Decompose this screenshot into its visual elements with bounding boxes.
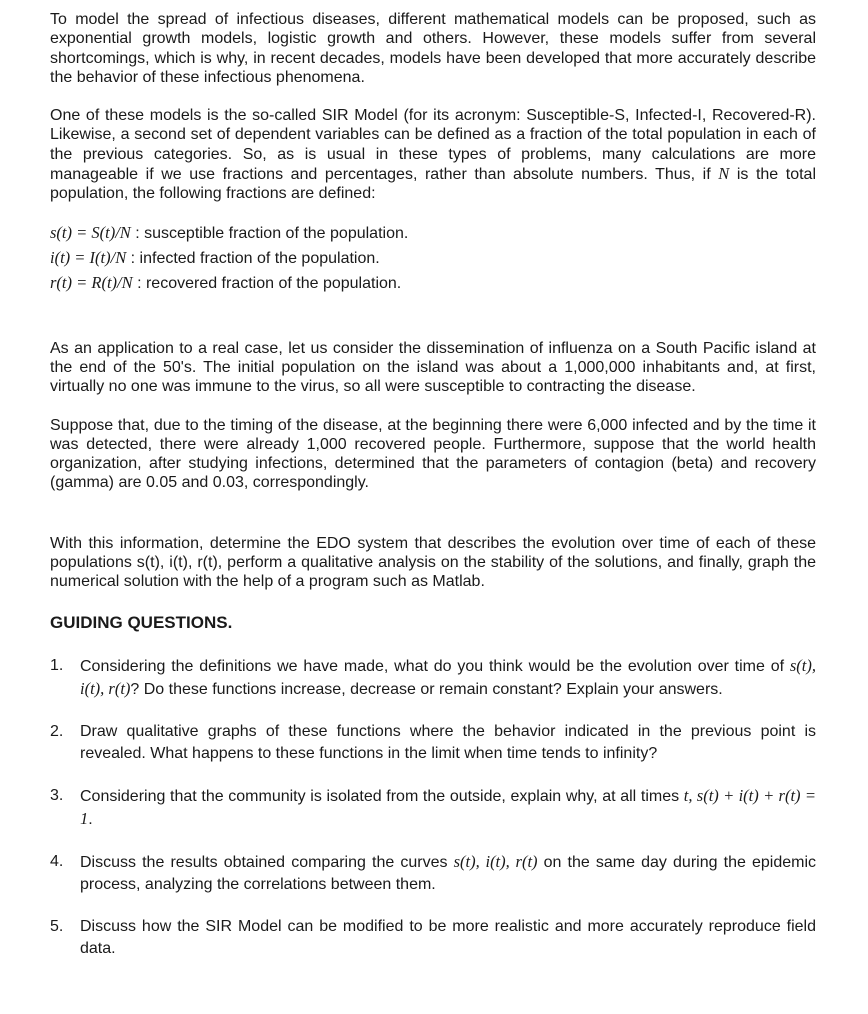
definition-description: : infected fraction of the population.	[126, 249, 380, 267]
question-item	[50, 785, 816, 831]
question-text-end: ? Do these functions increase, decrease or remain constant? Explain your answers.	[130, 680, 723, 698]
guiding-questions-heading: GUIDING QUESTIONS.	[50, 612, 233, 632]
intro-paragraph: To model the spread of infectious diseases, different mathematical models can be proposed, such as exponential growth models, logistic growth and others. However, these models suffer from several shortcomings, which is why, in recent decades, models have been developed that more accurately describe the behavior of these infectious phenomena.	[50, 11, 816, 86]
question-text-end: on the same day during the epidemic process, analyzing the correlations between them.	[80, 853, 816, 893]
question-text: Discuss how the SIR Model can be modified to be more realistic and more accurately reproduce field data.	[80, 917, 816, 957]
definition-infected	[50, 246, 816, 271]
application-paragraph: As an application to a real case, let us consider the dissemination of influenza on a South Pacific island at the end of the 50's. The initial population on the island was about a 1,000,000 inhabitants and, at first, virtually no one was immune to the virus, so all were susceptible to contracting the disease.	[50, 339, 816, 396]
definition-formula: i(t) = I(t)/N	[50, 247, 127, 267]
task-paragraph: With this information, determine the EDO system that describes the evolution over time of each of these populations s(t), i(t), r(t), perform a qualitative analysis on the stability of the solutions, and finally, graph the numerical solution with the help of a program such as Matlab.	[50, 534, 816, 591]
definition-description: : recovered fraction of the population.	[132, 274, 402, 292]
question-text: Considering the definitions we have made, what do you think would be the evolution over time of	[80, 657, 790, 675]
question-math: s(t), i(t), r(t)	[453, 851, 538, 871]
question-item	[50, 916, 816, 960]
question-text-end: .	[88, 810, 93, 828]
questions-list	[50, 655, 816, 960]
question-text: Considering that the community is isolated from the outside, explain why, at all times	[80, 787, 684, 805]
question-number: 3.	[50, 786, 64, 804]
question-number: 5.	[50, 917, 64, 935]
document-page	[50, 10, 816, 980]
question-math: t, s(t) + i(t) + r(t) = 1	[80, 785, 817, 828]
definition-formula: r(t) = R(t)/N	[50, 272, 133, 292]
question-number: 4.	[50, 852, 64, 870]
question-item	[50, 655, 816, 701]
suppose-paragraph: Suppose that, due to the timing of the disease, at the beginning there were 6,000 infected and by the time it was detected, there were already 1,000 recovered people. Furthermore, suppose that the world health organization, after studying infections, determined that the parameters of contagion (beta) and recovery (gamma) are 0.05 and 0.03, correspondingly.	[50, 416, 816, 492]
sir-intro-end: is the total population, the following fractions are defined:	[50, 166, 816, 203]
sir-intro-text: One of these models is the so-called SIR Model (for its acronym: Susceptible-S, Infected-I, Recovered-R). Likewise, a second set of dependent variables can be defined as a fraction of the total population in each of the previous categories. So, as is usual in these types of problems, many calculations are more manageable if we use fractions and percentages, rather than absolute numbers. Thus, if	[50, 107, 816, 184]
question-text: Draw qualitative graphs of these functions where the behavior indicated in the previous point is revealed. What happens to these functions in the limit when time tends to infinity?	[80, 722, 816, 762]
definition-formula: s(t) = S(t)/N	[50, 222, 131, 242]
definition-description: : susceptible fraction of the population.	[130, 224, 409, 242]
definition-recovered	[50, 271, 816, 296]
question-text: Discuss the results obtained comparing the curves	[80, 853, 454, 871]
question-number: 2.	[50, 722, 64, 740]
definition-susceptible	[50, 221, 816, 246]
question-number: 1.	[50, 656, 64, 674]
sir-intro-variable: N	[718, 164, 730, 184]
definitions-list	[50, 221, 816, 296]
question-item	[50, 851, 816, 896]
question-math: s(t), i(t), r(t)	[80, 655, 816, 698]
question-item	[50, 721, 816, 765]
sir-intro-paragraph	[50, 106, 816, 203]
